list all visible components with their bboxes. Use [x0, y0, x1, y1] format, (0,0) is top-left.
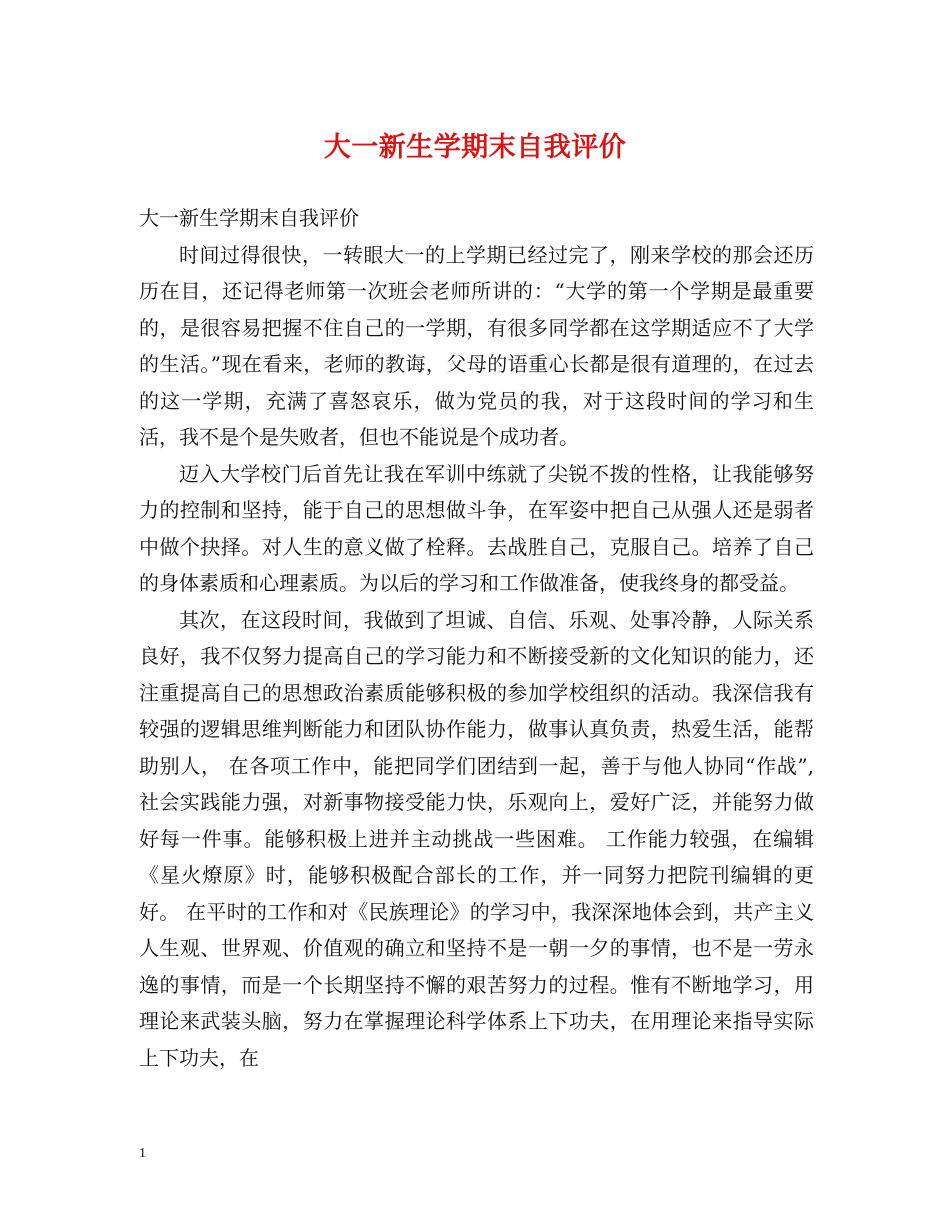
paragraph-2: 迈入大学校门后首先让我在军训中练就了尖锐不拨的性格，让我能够努力的控制和坚持，能于自己的思想做斗争，在军姿中把自己从强人还是弱者中做个抉择。对人生的意义做了栓释。去战胜自己，克服自己。培养了自己的身体素质和心理素质。为以后的学习和工作做准备，使我终身的都受益。 [139, 461, 814, 595]
paragraph-3: 其次，在这段时间，我做到了坦诚、自信、乐观、处事冷静，人际关系良好，我不仅努力提高自己的学习能力和不断接受新的文化知识的能力，还注重提高自己的思想政治素质能够积极的参加学校组织的活动。我深信我有较强的逻辑思维判断能力和团队协作能力，做事认真负责，热爱生活，能帮助别人， 在各项工作中，能把同学们团结到一起，善于与他人协同“作战”, 社会实践能力强，对新事物接受能力快，乐观向上，爱好广泛，并能努力做好每一件事。能够积极上进并主动挑战一些困难。 工作能力较强，在编辑《星火燎原》时，能够积极配合部长的工作，并一同努力把院刊编辑的更好。 在平时的工作和对《民族理论》的学习中，我深深地体会到，共产主义人生观、世界观、价值观的确立和坚持不是一朝一夕的事情，也不是一劳永逸的事情，而是一个长期坚持不懈的艰苦努力的过程。惟有不断地学习，用理论来武装头脑，努力在掌握理论科学体系上下功夫，在用理论来指导实际上下功夫，在 [139, 607, 814, 1070]
paragraph-1: 时间过得很快，一转眼大一的上学期已经过完了，刚来学校的那会还历历在目，还记得老师第一次班会老师所讲的：“大学的第一个学期是最重要的，是很容易把握不住自己的一学期，有很多同学都在这学期适应不了大学的生活。”现在看来，老师的教诲，父母的语重心长都是很有道理的，在过去的这一学期，充满了喜怒哀乐，做为党员的我，对于这段时间的学习和生活，我不是个是失败者，但也不能说是个成功者。 [139, 242, 814, 449]
document-body [139, 200, 814, 1076]
document-subtitle: 大一新生学期末自我评价 [139, 206, 359, 230]
document-title: 大一新生学期末自我评价 [323, 132, 627, 163]
page-number: 1 [139, 1146, 146, 1161]
